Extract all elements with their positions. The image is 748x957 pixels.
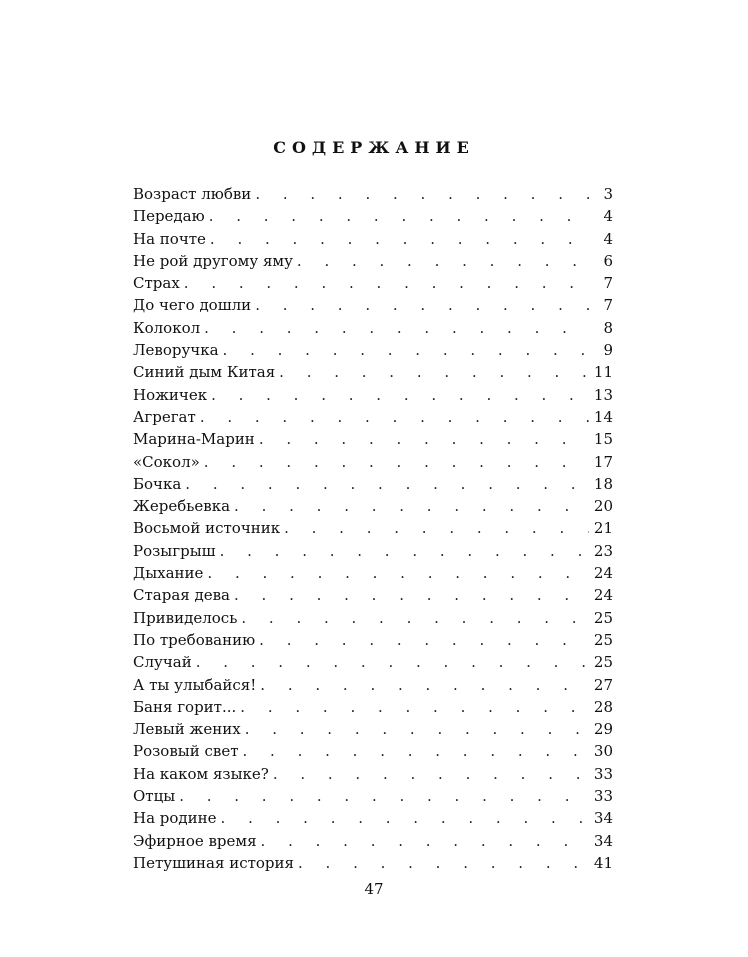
dot-leader (297, 250, 589, 272)
dot-leader (204, 451, 589, 473)
toc-entry-title: Марина-Марин (133, 430, 255, 449)
toc-entry-page: 18 (593, 474, 613, 493)
toc-entry (133, 584, 613, 606)
toc-entry-title: Левый жених (133, 720, 241, 739)
dot-leader (260, 674, 589, 696)
toc-entry (133, 785, 613, 807)
toc-entry (133, 250, 613, 272)
toc-entry (133, 317, 613, 339)
toc-entry (133, 228, 613, 250)
toc-entry-page: 13 (593, 385, 613, 404)
toc-entry (133, 294, 613, 316)
dot-leader (223, 339, 589, 361)
toc-entry (133, 406, 613, 428)
toc-entry (133, 696, 613, 718)
toc-entry (133, 205, 613, 227)
toc-entry-page: 29 (593, 720, 613, 739)
dot-leader (284, 517, 589, 539)
dot-leader (204, 317, 589, 339)
toc-entry-page: 3 (603, 185, 613, 203)
toc-entry-page: 34 (593, 831, 613, 850)
toc-entry-page: 7 (603, 296, 613, 315)
toc-entry-page: 30 (593, 742, 613, 761)
toc-entry-title: Старая дева (133, 586, 230, 605)
dot-leader (209, 205, 589, 227)
toc-entry (133, 674, 613, 696)
dot-leader (221, 807, 589, 829)
toc-entry-page: 21 (593, 519, 613, 538)
toc-entry-page: 6 (603, 251, 613, 270)
toc-entry (133, 607, 613, 629)
page-title: СОДЕРЖАНИЕ (273, 138, 475, 157)
toc-entry-page: 27 (593, 675, 613, 694)
toc-entry-page: 34 (593, 809, 613, 828)
dot-leader (241, 607, 589, 629)
toc-entry-title: Петушиная история (133, 853, 294, 872)
toc-entry (133, 651, 613, 673)
toc-entry-title: Ножичек (133, 385, 208, 404)
toc-entry (133, 339, 613, 361)
toc-entry-title: По требованию (133, 630, 256, 649)
toc-entry-title: Возраст любви (133, 185, 252, 203)
dot-leader (211, 384, 589, 406)
toc-entry-page: 20 (593, 497, 613, 516)
toc-entry-title: Дыхание (133, 564, 204, 583)
toc-entry (133, 718, 613, 740)
toc-entry-page: 4 (603, 229, 613, 248)
dot-leader (234, 584, 589, 606)
toc-entry (133, 183, 613, 205)
toc-entry-page: 17 (593, 452, 613, 471)
toc-entry (133, 852, 613, 874)
toc-entry-title: Жеребьевка (133, 497, 231, 516)
toc-entry-title: На родине (133, 809, 217, 828)
dot-leader (207, 562, 589, 584)
toc-entry-page: 41 (593, 853, 613, 872)
toc-entry-title: Отцы (133, 787, 176, 806)
toc-entry-title: Случай (133, 653, 192, 672)
dot-leader (240, 696, 589, 718)
toc-entry-title: До чего дошли (133, 296, 252, 315)
toc-entry-title: Синий дым Китая (133, 363, 276, 382)
dot-leader (210, 228, 589, 250)
dot-leader (243, 740, 589, 762)
toc-entry-title: Агрегат (133, 407, 196, 426)
toc-entry-title: А ты улыбайся! (133, 675, 257, 694)
dot-leader (220, 540, 589, 562)
toc-entry (133, 272, 613, 294)
toc-entry-title: «Сокол» (133, 452, 200, 471)
toc-entry-page: 25 (593, 608, 613, 627)
toc-entry-page: 4 (603, 207, 613, 226)
toc-entry (133, 763, 613, 785)
toc-entry-title: Не рой другому яму (133, 251, 293, 270)
toc-entry-title: Передаю (133, 207, 205, 226)
toc-entry (133, 629, 613, 651)
toc-entry-page: 33 (593, 764, 613, 783)
toc-entry (133, 807, 613, 829)
toc-entry-title: Леворучка (133, 341, 219, 360)
toc-entry-page: 11 (593, 363, 613, 382)
toc-entry-page: 14 (593, 407, 613, 426)
toc-entry (133, 740, 613, 762)
toc-entry-title: Восьмой источник (133, 519, 281, 538)
dot-leader (185, 473, 589, 495)
toc-entry-page: 24 (593, 586, 613, 605)
toc-entry (133, 517, 613, 539)
toc-entry-title: На каком языке? (133, 764, 269, 783)
dot-leader (261, 830, 589, 852)
dot-leader (234, 495, 589, 517)
toc-entry-title: На почте (133, 229, 206, 248)
toc-entry-page: 25 (593, 653, 613, 672)
toc-entry (133, 540, 613, 562)
dot-leader (259, 428, 589, 450)
dot-leader (279, 361, 589, 383)
toc-entry-title: Розыгрыш (133, 541, 216, 560)
toc-entry-page: 9 (603, 341, 613, 360)
dot-leader (255, 183, 589, 205)
dot-leader (273, 763, 589, 785)
toc-entry-page: 33 (593, 787, 613, 806)
dot-leader (255, 294, 589, 316)
toc-entry-page: 15 (593, 430, 613, 449)
toc-entry (133, 495, 613, 517)
toc-entry (133, 428, 613, 450)
toc-entry-page: 8 (603, 318, 613, 337)
dot-leader (245, 718, 589, 740)
toc-entry-page: 24 (593, 564, 613, 583)
toc-entry (133, 562, 613, 584)
dot-leader (184, 272, 589, 294)
toc-entry-page: 7 (603, 274, 613, 293)
toc-entry (133, 473, 613, 495)
toc-entry (133, 451, 613, 473)
dot-leader (196, 651, 589, 673)
toc-entry-title: Колокол (133, 318, 201, 337)
toc-entry-title: Эфирное время (133, 831, 257, 850)
toc-entry-title: Страх (133, 274, 180, 293)
toc-entry-title: Бочка (133, 474, 182, 493)
toc-entry-page: 25 (593, 630, 613, 649)
dot-leader (200, 406, 589, 428)
dot-leader (259, 629, 589, 651)
page-number: 47 (364, 880, 384, 898)
toc-entry-title: Розовый свет (133, 742, 239, 761)
toc-entry-page: 28 (593, 697, 613, 716)
toc-entry-title: Привиделось (133, 608, 238, 627)
table-of-contents (133, 183, 613, 874)
toc-entry (133, 384, 613, 406)
toc-entry-title: Баня горит... (133, 697, 237, 716)
dot-leader (298, 852, 589, 874)
dot-leader (179, 785, 589, 807)
toc-entry (133, 830, 613, 852)
toc-entry (133, 361, 613, 383)
toc-entry-page: 23 (593, 541, 613, 560)
